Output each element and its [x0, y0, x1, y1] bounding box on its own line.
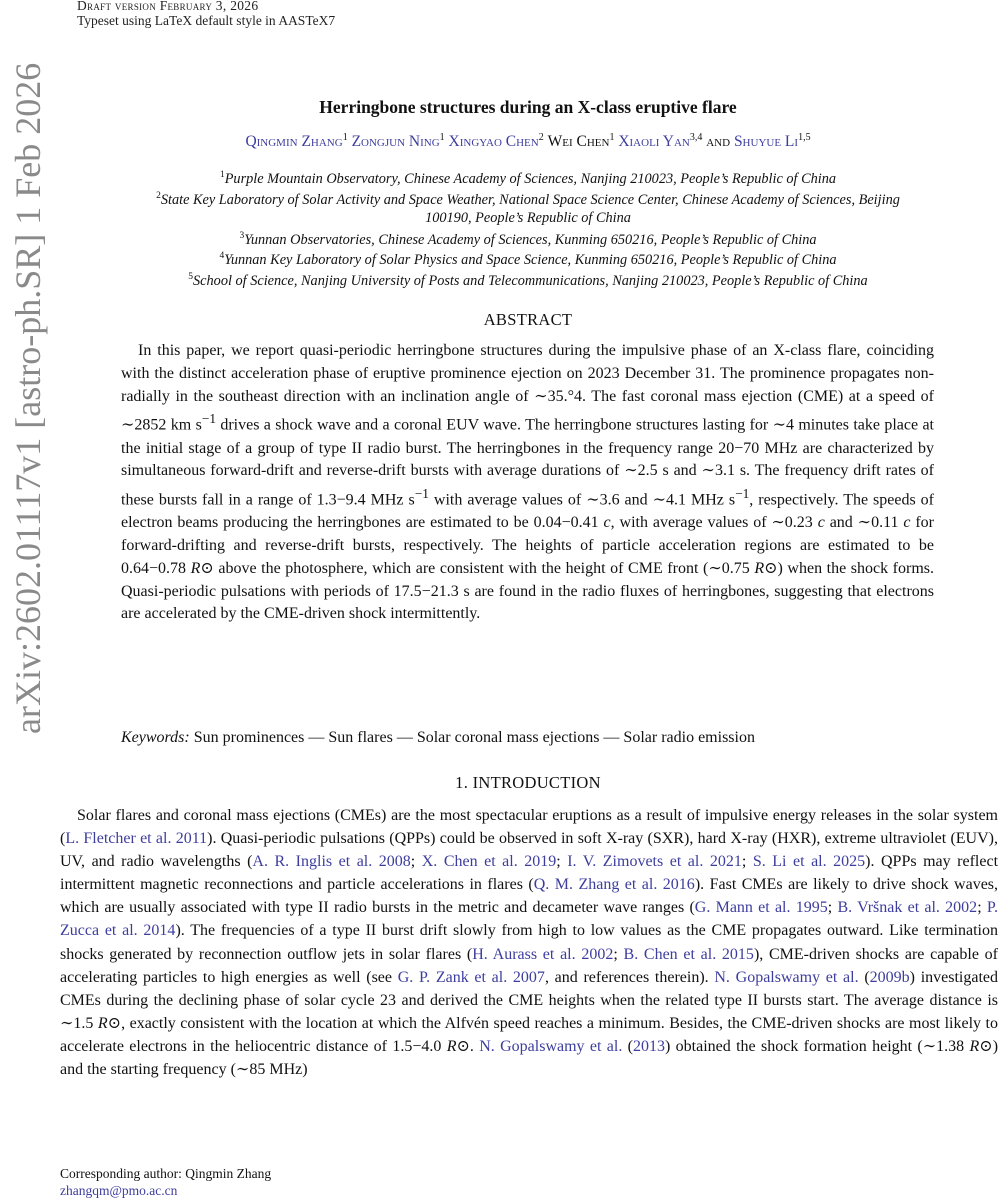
citation-link[interactable]: 2009b: [869, 968, 910, 986]
introduction-paragraph: Solar flares and coronal mass ejections (CMEs) are the most spectacular eruptions as a result of impulsive energy releases in the solar system (L. Fletcher et al. 2011). Quasi-periodic pulsations (QPPs) could be observed in soft X-ray (SXR), hard X-ray (HXR), extreme ultraviolet (EUV), UV, and radio wavelengths (A. R. Inglis et al. 2008; X. Chen et al. 2019; I. V. Zimovets et al. 2021; S. Li et al. 2025). QPPs may reflect intermittent magnetic reconnections and particle accelerations in flares (Q. M. Zhang et al. 2016). Fast CMEs are likely to drive shock waves, which are usually associated with type II radio bursts in the metric and decameter wave ranges (G. Mann et al. 1995; B. Vršnak et al. 2002; P. Zucca et al. 2014). The frequencies of a type II burst drift slowly from high to low values as the CME propagates outward. Like termination shocks generated by reconnection outflow jets in solar flares (H. Aurass et al. 2002; B. Chen et al. 2015), CME-driven shocks are capable of accelerating particles to high energies as well (see G. P. Zank et al. 2007, and references therein). N. Gopalswamy et al. (2009b) investigated CMEs during the declining phase of solar cycle 23 and derived the CME heights when the related type II bursts start. The average distance is ∼1.5 R⊙, exactly consistent with the location at which the Alfvén speed reaches a minimum. Besides, the CME-driven shocks are most likely to accelerate electrons in the heliocentric distance of 1.5−4.0 R⊙. N. Gopalswamy et al. (2013) obtained the shock formation height (∼1.38 R⊙) and the starting frequency (∼85 MHz): [60, 807, 998, 1079]
citation-link[interactable]: N. Gopalswamy et al.: [479, 1037, 623, 1055]
affiliation-4: $^4$Yunnan Key Laboratory of Solar Physics and Space Science, Kunming 650216, People’s Republic of China: [219, 251, 837, 268]
author-link[interactable]: Xiaoli Yan: [618, 133, 690, 151]
author-link[interactable]: Shuyue Li: [733, 133, 799, 151]
affiliation-5: $^5$School of Science, Nanjing University of Posts and Telecommunications, Nanjing 210023, People’s Republic of China: [188, 272, 868, 289]
keywords: [121, 729, 934, 747]
paper-title: Herringbone structures during an X-class eruptive flare: [319, 97, 737, 117]
arxiv-identifier-stamp: arXiv:2602.01117v1 [astro-ph.SR] 1 Feb 2026: [8, 62, 48, 734]
authors-and: and: [706, 133, 731, 151]
citation-link[interactable]: X. Chen et al. 2019: [421, 853, 557, 871]
citation-link[interactable]: G. Mann et al. 1995: [694, 899, 828, 917]
affiliation-3: $^3$Yunnan Observatories, Chinese Academy of Sciences, Kunming 650216, People’s Republic of China: [239, 231, 817, 248]
draft-version-line: Draft version February 3, 2026: [77, 0, 259, 13]
keywords-label: Keywords:: [121, 729, 190, 746]
section-heading-introduction: 1. INTRODUCTION: [455, 773, 601, 792]
author-link[interactable]: Xingyao Chen: [448, 133, 539, 151]
affiliation-2: $^2$State Key Laboratory of Solar Activity and Space Weather, National Space Science Center, Chinese Academy of Sciences, Beijing 100190, People’s Republic of China: [156, 191, 900, 226]
email-link[interactable]: zhangqm@pmo.ac.cn: [60, 1183, 178, 1198]
citation-link[interactable]: L. Fletcher et al. 2011: [65, 830, 208, 848]
corresponding-author: Corresponding author: Qingmin Zhang: [60, 1166, 272, 1181]
citation-link[interactable]: B. Chen et al. 2015: [623, 945, 754, 963]
citation-link[interactable]: A. R. Inglis et al. 2008: [252, 853, 411, 871]
citation-link[interactable]: G. P. Zank et al. 2007: [397, 968, 545, 986]
keywords-list: Sun prominences — Sun flares — Solar coronal mass ejections — Solar radio emission: [189, 729, 755, 746]
citation-link[interactable]: 2013: [633, 1037, 665, 1055]
author-list: Qingmin Zhang$^1$ Zongjun Ning$^1$ Xingyao Chen$^2$ Wei Chen$^1$ Xiaoli Yan$^{3,4}$ and Shuyue Li$^{1,5}$: [245, 132, 811, 151]
author-link[interactable]: Zongjun Ning: [351, 133, 440, 151]
citation-link[interactable]: N. Gopalswamy et al.: [714, 968, 859, 986]
citation-link[interactable]: H. Aurass et al. 2002: [472, 945, 614, 963]
citation-link[interactable]: B. Vršnak et al. 2002: [837, 899, 978, 917]
citation-link[interactable]: S. Li et al. 2025: [752, 853, 866, 871]
typeset-line: Typeset using LaTeX default style in AASTeX7: [77, 13, 336, 28]
author-name: Wei Chen: [547, 133, 610, 151]
affiliation-1: $^1$Purple Mountain Observatory, Chinese Academy of Sciences, Nanjing 210023, People’s Republic of China: [219, 170, 837, 187]
abstract-body: [121, 340, 934, 626]
abstract-heading: ABSTRACT: [483, 310, 573, 329]
citation-link[interactable]: Q. M. Zhang et al. 2016: [533, 876, 695, 894]
citation-link[interactable]: I. V. Zimovets et al. 2021: [567, 853, 742, 871]
citation-link[interactable]: P. Zucca et al. 2014: [60, 899, 998, 940]
abstract-paragraph: In this paper, we report quasi-periodic herringbone structures during the impulsive phase of an X-class flare, coinciding with the distinct acceleration phase of eruptive prominence ejection on 2023 December 31. The prominence propagates non-radially in the southeast direction with an inclination angle of ∼35.°4. The fast coronal mass ejection (CME) at a speed of ∼2852 km $s^{-1}$ drives a shock wave and a coronal EUV wave. The herringbone structures lasting for ∼4 minutes take place at the initial stage of a group of type II radio burst. The herringbones in the frequency range 20−70 MHz are characterized by simultaneous forward-drift and reverse-drift bursts with average durations of ∼2.5 s and ∼3.1 s. The frequency drift rates of these bursts fall in a range of 1.3−9.4 MHz $s^{-1}$ with average values of ∼3.6 and ∼4.1 MHz $s^{-1}$, respectively. The speeds of electron beams producing the herringbones are estimated to be 0.04−0.41 c, with average values of ∼0.23 c and ∼0.11 c for forward-drifting and reverse-drift bursts, respectively. The heights of particle acceleration regions are estimated to be 0.64−0.78 R⊙ above the photosphere, which are consistent with the height of CME front (∼0.75 R⊙) when the shock forms. Quasi-periodic pulsations with periods of 17.5−21.3 s are found in the radio fluxes of herringbones, suggesting that electrons are accelerated by the CME-driven shock intermittently.: [121, 342, 935, 623]
introduction-body: [60, 804, 998, 1081]
author-link[interactable]: Qingmin Zhang: [245, 133, 343, 151]
